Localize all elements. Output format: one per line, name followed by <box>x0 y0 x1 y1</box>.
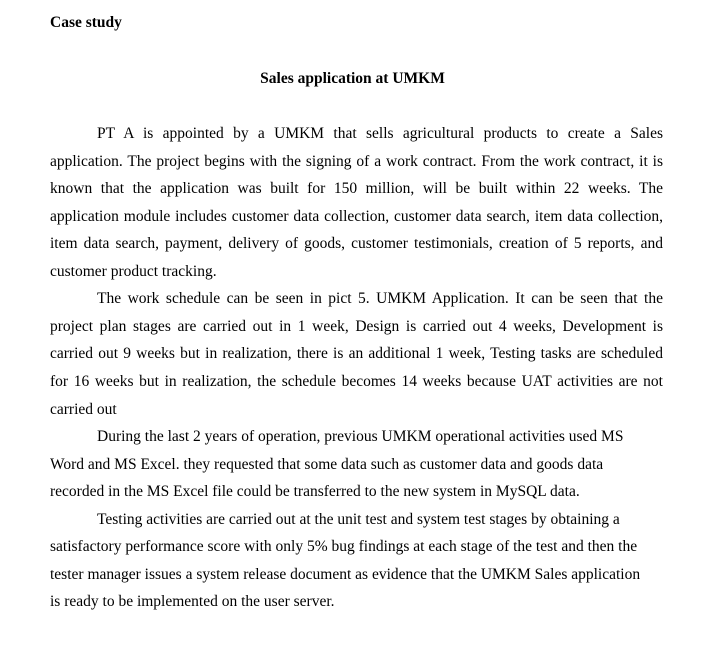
document-title: Sales application at UMKM <box>260 70 445 87</box>
paragraph-line: known that the application was built for 150 million, will be built within 22 weeks. The <box>50 180 663 197</box>
paragraph-line: project plan stages are carried out in 1 week, Design is carried out 4 weeks, Development is <box>50 318 663 335</box>
paragraph-line: application. The project begins with the signing of a work contract. From the work contract, it is <box>50 153 663 170</box>
paragraph-line: PT A is appointed by a UMKM that sells agricultural products to create a Sales <box>97 125 663 142</box>
paragraph-line: customer product tracking. <box>50 263 217 280</box>
paragraph-line: recorded in the MS Excel file could be transferred to the new system in MySQL data. <box>50 483 580 500</box>
paragraph-line: carried out <box>50 401 117 418</box>
section-heading: Case study <box>50 14 122 31</box>
paragraph-line: Word and MS Excel. they requested that some data such as customer data and goods data <box>50 456 604 473</box>
paragraph-line: During the last 2 years of operation, previous UMKM operational activities used MS <box>97 428 624 445</box>
paragraph-line: satisfactory performance score with only 5% bug findings at each stage of the test and then the <box>50 538 638 555</box>
paragraph-line: is ready to be implemented on the user server. <box>50 593 335 610</box>
paragraph-line: The work schedule can be seen in pict 5. UMKM Application. It can be seen that the <box>97 290 663 307</box>
paragraph-line: application module includes customer data collection, customer data search, item data collection, <box>50 208 663 225</box>
paragraph-line: carried out 9 weeks but in realization, there is an additional 1 week, Testing tasks are scheduled <box>50 345 663 362</box>
paragraph-line: Testing activities are carried out at the unit test and system test stages by obtaining a <box>97 511 620 528</box>
paragraph-line: item data search, payment, delivery of goods, customer testimonials, creation of 5 reports, and <box>50 235 663 252</box>
paragraph-line: for 16 weeks but in realization, the schedule becomes 14 weeks because UAT activities are not <box>50 373 663 390</box>
paragraph-line: tester manager issues a system release document as evidence that the UMKM Sales application <box>50 566 641 583</box>
